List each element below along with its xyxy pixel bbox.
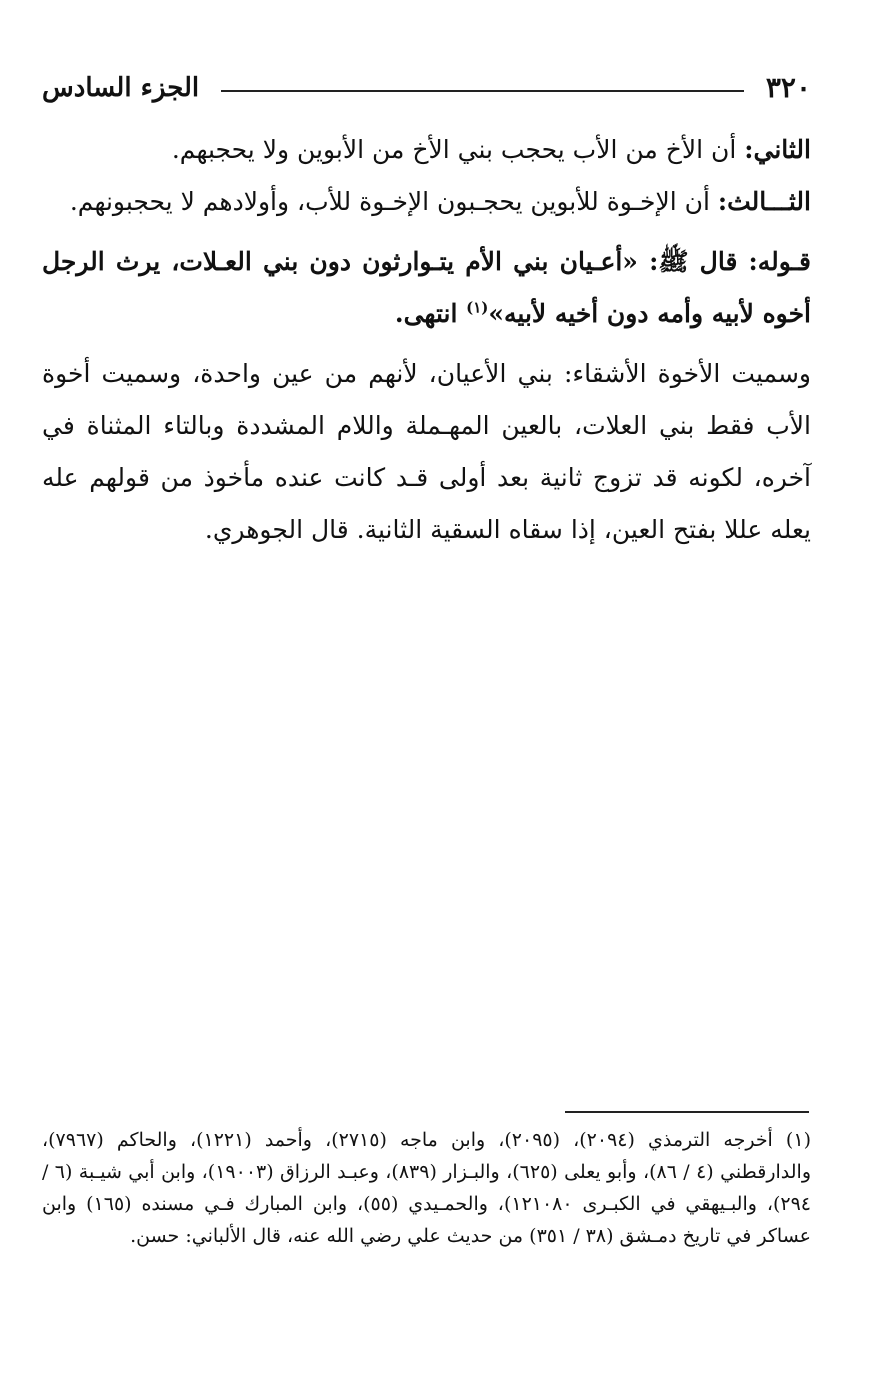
page-number: ٣٢٠ xyxy=(765,71,811,104)
paragraph-hadith xyxy=(42,236,811,340)
paragraph-second xyxy=(42,124,811,176)
paragraph-explanation xyxy=(42,348,811,556)
footnote-separator xyxy=(565,1111,809,1113)
footnotes xyxy=(42,1124,811,1252)
paragraph-lead-third: الثـــالث: xyxy=(717,187,811,216)
hadith-quote: قال ﷺ: «أعـيان بني الأم يتـوارثون دون بني العـلات، يرث الرجل أخوه لأبيه وأمه دون أخيه لأبيه» xyxy=(42,247,811,328)
header-rule xyxy=(221,90,744,92)
paragraph-lead-hadith: قـوله: xyxy=(748,247,811,276)
hadith-tail: انتهى. xyxy=(394,299,467,328)
running-title: الجزء السادس xyxy=(42,73,200,103)
paragraph-lead-second: الثاني: xyxy=(744,135,811,164)
page-header xyxy=(42,66,811,110)
paragraph-text-second: أن الأخ من الأب يحجب بني الأخ من الأبوين ولا يحجبهم. xyxy=(171,135,745,164)
main-text xyxy=(42,124,811,556)
footnote-reference: (١) xyxy=(466,298,489,317)
footnote-item: (١) أخرجه الترمذي (٢٠٩٤)، (٢٠٩٥)، وابن ماجه (٢٧١٥)، وأحمد (١٢٢١)، والحاكم (٧٩٦٧)، والدارقطني (٤ / ٨٦)، وأبو يعلى (٦٢٥)، والبـزار (٨٣٩)، وعبـد الرزاق (١٩٠٠٣)، وابن أبي شيـبة (٦ / ٢٩٤)، والبـيهقي في الكبـرى ١٢١٠٨٠)، والحمـيدي (٥٥)، وابن المبارك فـي مسنده (١٦٥) وابن عساكر في تاريخ دمـشق (٣٨ / ٣٥١) من حديث علي رضي الله عنه، قال الألباني: حسن. xyxy=(42,1129,811,1247)
paragraph-third xyxy=(42,176,811,228)
paragraph-text-third: أن الإخـوة للأبوين يحجـبون الإخـوة للأب، وأولادهم لا يحجبونهم. xyxy=(69,187,718,216)
explanation-text: وسميت الأخوة الأشقاء: بني الأعيان، لأنهم من عين واحدة، وسميت أخوة الأب فقط بني العلات، بالعين المهـملة واللام المشددة وبالتاء المثناة في آخره، لكونه قد تزوج ثانية بعد أولى قـد كانت عنده مأخوذ من قولهم عله يعله عللا بفتح العين، إذا سقاه السقية الثانية. قال الجوهري. xyxy=(42,359,811,544)
